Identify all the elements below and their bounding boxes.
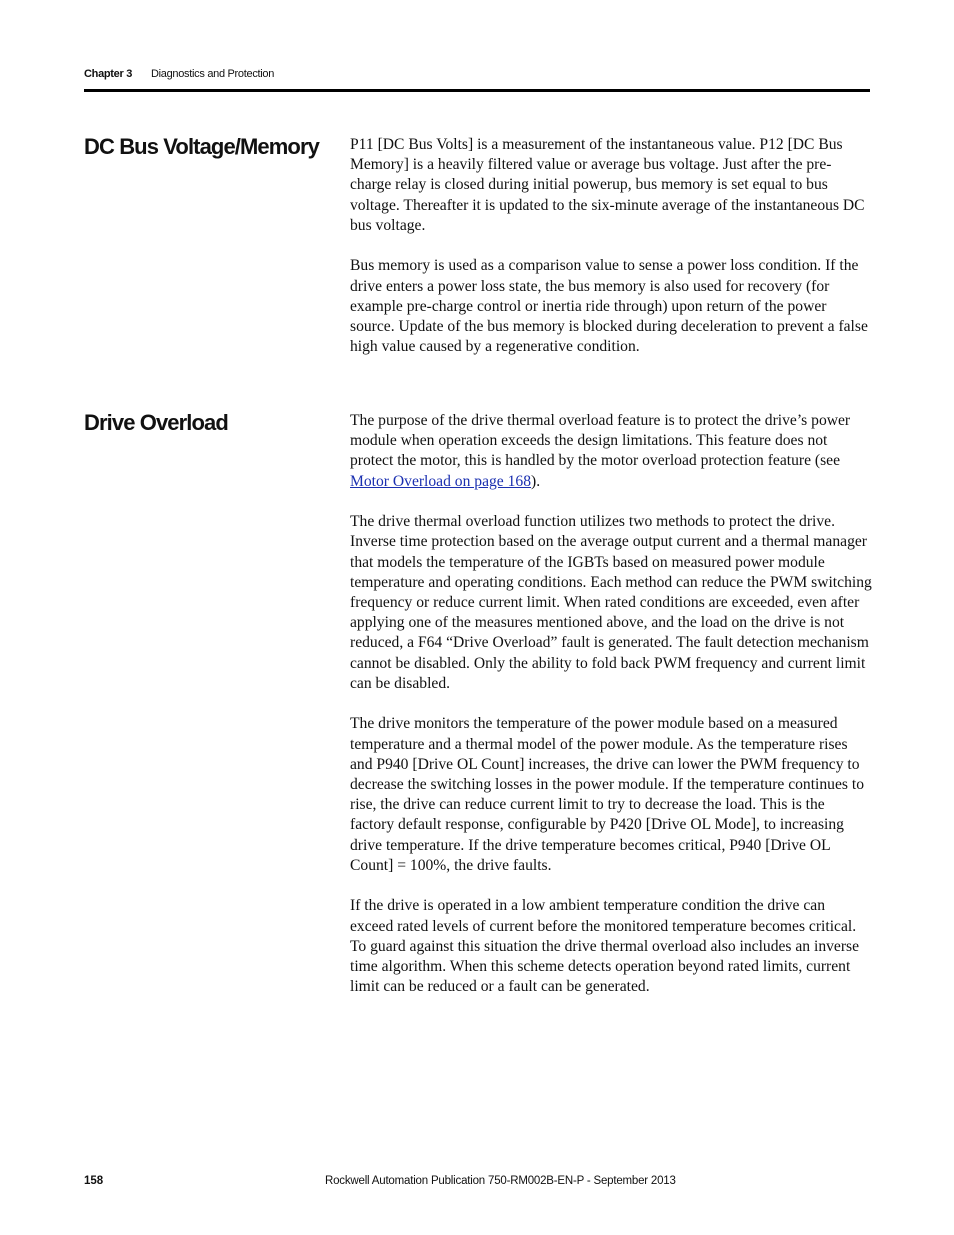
- section-body-drive-overload: [350, 411, 872, 1018]
- intro-text: The purpose of the drive thermal overload feature is to protect the drive’s power module when operation exceeds the design limitations. This feature does not protect the motor, this is handled by the motor overload protection feature (see: [350, 412, 851, 470]
- section-heading-dc-bus: DC Bus Voltage/Memory: [84, 134, 319, 159]
- running-header: [84, 66, 870, 90]
- header-rule: [84, 89, 870, 92]
- paragraph: [350, 411, 872, 492]
- section-heading-drive-overload: Drive Overload: [84, 410, 228, 435]
- paragraph: If the drive is operated in a low ambient temperature condition the drive can exceed rated levels of current before the monitored temperature becomes critical. To guard against this situation the drive thermal overload also includes an inverse time algorithm. When this scheme detects operation beyond rated limits, current limit can be reduced or a fault can be generated.: [350, 897, 860, 996]
- page-number: 158: [84, 1175, 104, 1187]
- paragraph: P11 [DC Bus Volts] is a measurement of the instantaneous value. P12 [DC Bus Memory] is a heavily filtered value or average bus voltage. Just after the pre-charge relay is closed during initial powerup, bus memory is set equal to bus voltage. Thereafter it is updated to the six-minute average of the instantaneous DC bus voltage.: [350, 136, 865, 234]
- paragraph: The drive thermal overload function utilizes two methods to protect the drive. Inverse time protection based on the average output current and a thermal manager that models the temperature of the IGBTs based on measured power module temperature and operating conditions. Each method can reduce the PWM switching frequency or reduce current limit. When rated conditions are exceeded, even after applying one of the measures mentioned above, and the load on the drive is not reduced, a F64 “Drive Overload” fault is generated. The fault detection mechanism cannot be disabled. Only the ability to fold back PWM frequency and current limit can be disabled.: [350, 513, 872, 692]
- publication-info: Rockwell Automation Publication 750-RM002B-EN-P - September 2013: [325, 1175, 676, 1187]
- chapter-label: Chapter 3: [84, 68, 133, 80]
- chapter-title: Diagnostics and Protection: [151, 68, 275, 80]
- intro-text-end: ).: [531, 472, 541, 490]
- motor-overload-link[interactable]: Motor Overload on page 168: [350, 472, 532, 490]
- paragraph: Bus memory is used as a comparison value to sense a power loss condition. If the drive enters a power loss state, the bus memory is also used for recovery (for example pre-charge control or inertia ride through) upon return of the power source. Update of the bus memory is blocked during deceleration to prevent a false high value caused by a regenerative condition.: [350, 257, 868, 356]
- paragraph: The drive monitors the temperature of the power module based on a measured temperature and a thermal model of the power module. As the temperature rises and P940 [Drive OL Count] increases, the drive can lower the PWM frequency to decrease the switching losses in the power module. If the temperature continues to rise, the drive can reduce current limit to try to decrease the load. This is the factory default response, configurable by P420 [Drive OL Mode], to increasing drive temperature. If the drive temperature becomes critical, P940 [Drive OL Count] = 100%, the drive faults.: [350, 715, 864, 874]
- section-body-dc-bus: [350, 135, 872, 378]
